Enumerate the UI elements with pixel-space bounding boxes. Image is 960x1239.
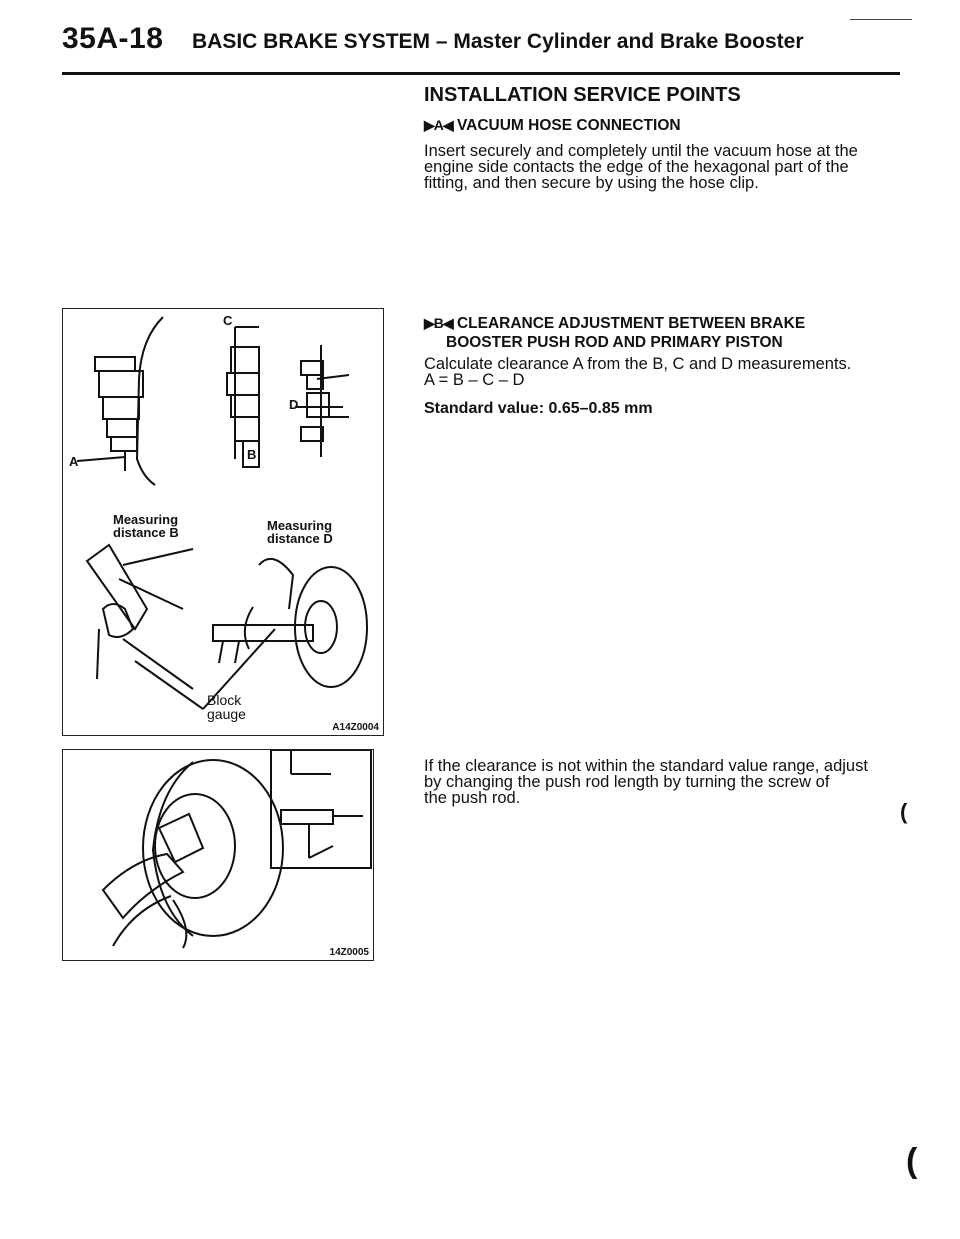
page-number: 35A-18 [62,22,164,55]
section-title [192,30,804,54]
figure1-code: A14Z0004 [332,722,379,733]
figure2-code: 14Z0005 [329,947,369,958]
paragraph-line: by changing the push rod length by turning the screw of [424,773,830,791]
section-title-sub: – Master Cylinder and Brake Booster [435,30,804,53]
formula-line: A = B – C – D [424,371,525,389]
clearance-heading [424,314,805,352]
letter-c: C [223,313,233,328]
letter-a: A [69,454,79,469]
header-rule [62,72,900,75]
measuring-b-label [113,513,179,539]
measurement-illustration [63,309,383,735]
installation-heading: INSTALLATION SERVICE POINTS [424,84,741,106]
paragraph-line: If the clearance is not within the standard value range, adjust [424,757,868,775]
section-title-main: BASIC BRAKE SYSTEM [192,30,431,53]
measuring-d-line1: Measuring [267,518,333,533]
letter-b: B [247,447,257,462]
page-header [62,18,900,74]
vacuum-hose-paragraph [424,143,900,191]
margin-mark: ( [906,1142,918,1180]
standard-value: Standard value: 0.65–0.85 mm [424,400,653,417]
paragraph-line: the push rod. [424,789,521,807]
vacuum-hose-heading [424,116,681,135]
corner-rule [850,19,912,20]
adjust-paragraph [424,758,900,806]
measuring-b-line2: distance B [113,525,179,540]
paragraph-line: engine side contacts the edge of the hexagonal part of the [424,158,849,176]
vacuum-hose-title: VACUUM HOSE CONNECTION [456,117,681,134]
calc-line: Calculate clearance A from the B, C and D measurements. [424,355,852,373]
block-gauge-label [207,693,246,721]
measuring-d-label [267,519,333,545]
marker-a: ▶A◀ [424,117,453,133]
clearance-paragraph [424,356,900,388]
paragraph-line: fitting, and then secure by using the hose clip. [424,174,759,192]
block-gauge-line1: Block [207,692,242,708]
clearance-title-line2: BOOSTER PUSH ROD AND PRIMARY PISTON [446,334,783,351]
paragraph-line: Insert securely and completely until the vacuum hose at the [424,142,858,160]
measuring-d-line2: distance D [267,531,333,546]
pushrod-adjust-figure [62,749,374,961]
marker-b: ▶B◀ [424,315,453,331]
measuring-b-line1: Measuring [113,512,179,527]
block-gauge-line2: gauge [207,706,246,722]
pushrod-illustration [63,750,373,960]
clearance-title-line1: CLEARANCE ADJUSTMENT BETWEEN BRAKE [456,315,806,332]
letter-d: D [289,397,299,412]
measurement-figure [62,308,384,736]
margin-mark: ( [900,799,908,824]
